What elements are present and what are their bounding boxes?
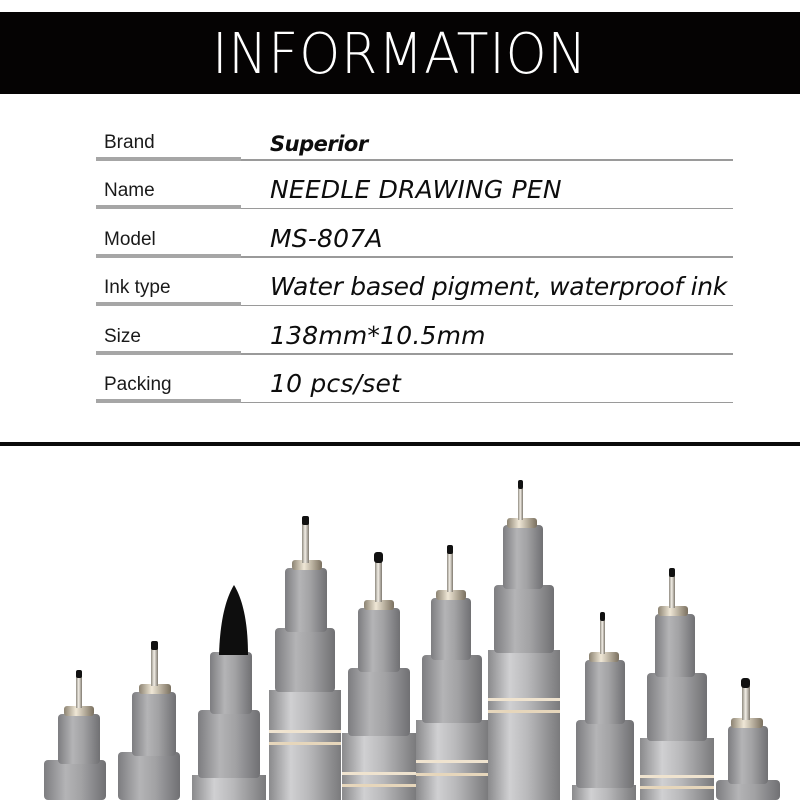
spec-value: 10 pcs/set	[270, 369, 402, 398]
spec-label: Packing	[104, 374, 172, 395]
pen-9	[640, 568, 714, 800]
pen-1	[44, 670, 106, 800]
pen-4	[269, 516, 341, 800]
spec-row-name	[96, 161, 733, 210]
spec-label: Brand	[104, 131, 155, 153]
spec-value: 138mm*10.5mm	[270, 320, 486, 350]
spec-row-ink-type	[96, 258, 733, 307]
spec-value: NEEDLE DRAWING PEN	[270, 175, 562, 204]
pen-10	[716, 678, 780, 800]
spec-label: Size	[104, 325, 141, 347]
value-underline	[241, 402, 733, 404]
spec-label: Model	[104, 228, 156, 250]
brand-logo-text: Superior	[270, 131, 368, 156]
spec-row-model	[96, 209, 733, 258]
spec-value: Water based pigment, waterproof ink	[270, 272, 727, 301]
spec-table	[96, 112, 733, 403]
information-banner	[0, 12, 800, 94]
pen-2	[118, 641, 180, 800]
spec-value: MS-807A	[270, 223, 383, 253]
spec-label: Name	[104, 180, 155, 201]
spec-row-brand	[96, 112, 733, 161]
pen-3-brush	[192, 585, 266, 800]
pens-product-photo	[0, 446, 800, 800]
banner-title: INFORMATION	[212, 22, 588, 87]
pen-7	[488, 480, 560, 800]
pen-5	[342, 552, 416, 800]
spec-label: Ink type	[104, 277, 171, 298]
pen-8	[572, 612, 636, 800]
pen-6	[416, 545, 488, 800]
spec-row-packing	[96, 355, 733, 404]
spec-row-size	[96, 306, 733, 355]
label-underline	[96, 399, 241, 403]
